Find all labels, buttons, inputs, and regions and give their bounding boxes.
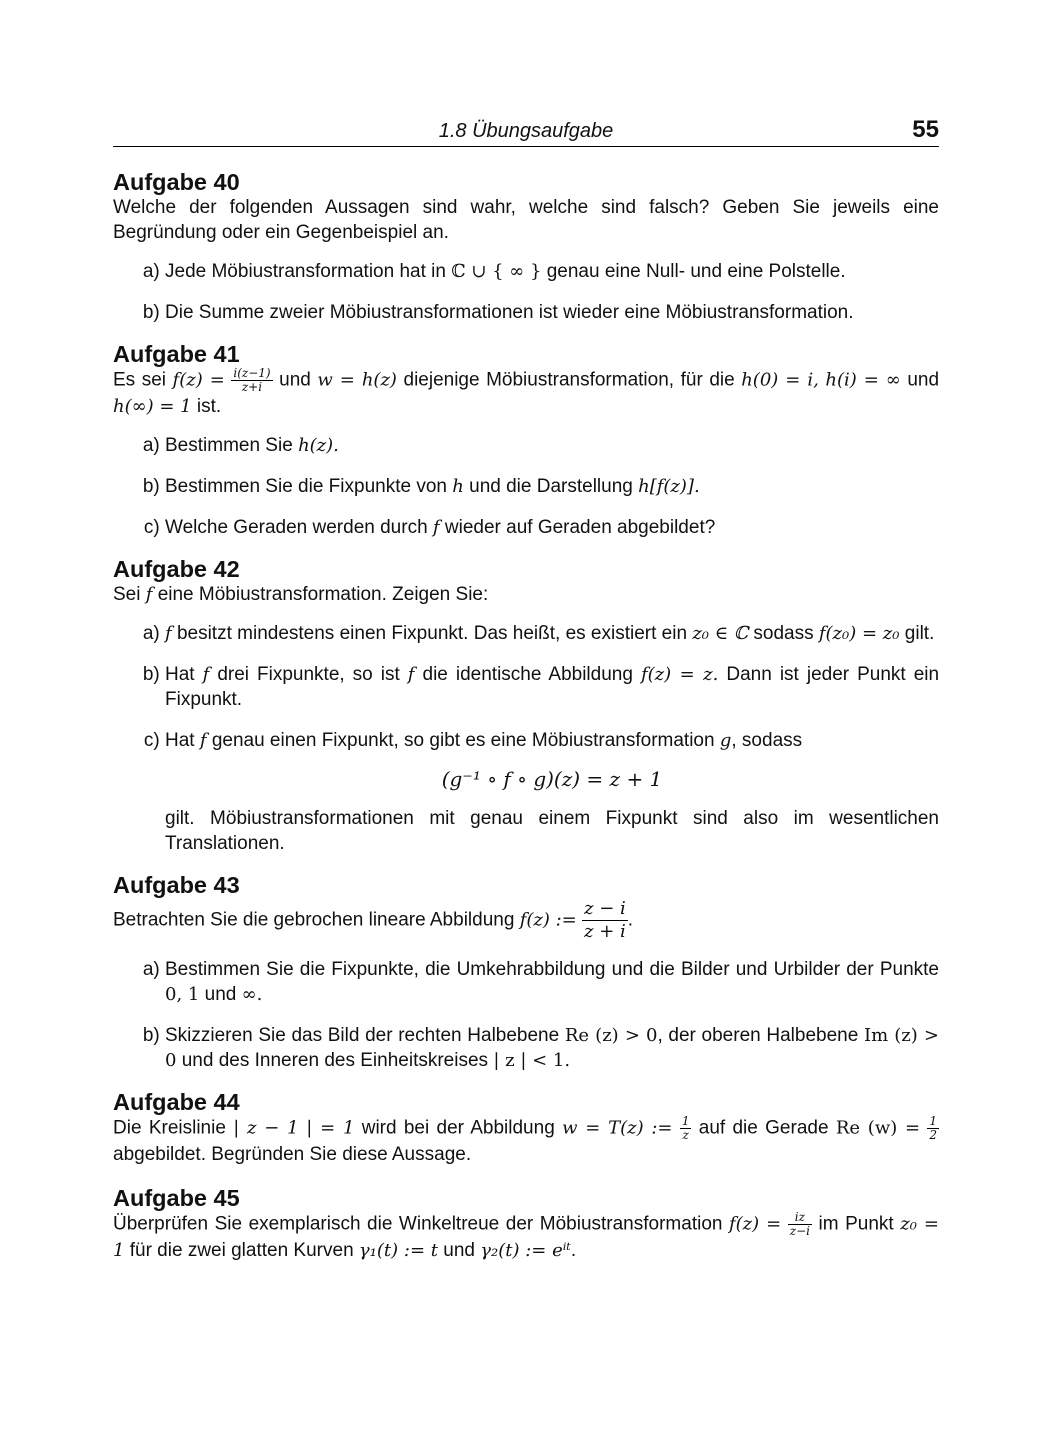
item-text: Hat f drei Fixpunkte, so ist f die identische Abbildung f(z) = z. Dann ist jeder Punkt ein Fixpunkt. — [165, 664, 940, 710]
task-title: Aufgabe 43 — [113, 872, 240, 898]
item-label: c) — [143, 517, 160, 538]
task-title: Aufgabe 41 — [113, 341, 240, 367]
task-45 — [113, 1185, 939, 1263]
list-item — [113, 621, 939, 646]
task-intro: Überprüfen Sie exemplarisch die Winkeltreue der Möbiustransformation f(z) = $\frac{iz}{z-i}$ im Punkt z₀ = 1 für die zwei glatten Kurven γ₁(t) := t und γ₂(t) := eⁱᵗ. — [113, 1210, 939, 1261]
list-item — [113, 259, 939, 284]
task-43 — [113, 872, 939, 1073]
list-item — [113, 957, 939, 1007]
task-title: Aufgabe 45 — [113, 1185, 240, 1211]
item-label: a) — [142, 959, 160, 980]
item-text: Bestimmen Sie die Fixpunkte, die Umkehrabbildung und die Bilder und Urbilder der Punkte 0, 1 und ∞. — [165, 959, 939, 1005]
item-label: b) — [142, 302, 160, 323]
task-intro: Sei f eine Möbiustransformation. Zeigen Sie: — [113, 584, 489, 605]
task-intro: Betrachten Sie die gebrochen lineare Abbildung f(z) := $\frac{z - i}{z + i}$ . — [113, 898, 634, 942]
task-items — [113, 621, 939, 856]
task-intro: Welche der folgenden Aussagen sind wahr, welche sind falsch? Geben Sie jeweils eine Begründung oder ein Gegenbeispiel an. — [113, 197, 939, 243]
list-item — [113, 433, 939, 458]
task-intro: Die Kreislinie | z − 1 | = 1 wird bei der Abbildung w = T(z) := $\frac{1}{z}$ auf die Gerade Re (w) = $\frac{1}{2}$ abgebildet. Begründen Sie diese Aussage. — [113, 1114, 938, 1165]
list-item — [113, 728, 939, 856]
item-label: b) — [142, 1025, 160, 1046]
task-title: Aufgabe 40 — [113, 169, 240, 195]
item-text: f besitzt mindestens einen Fixpunkt. Das heißt, es existiert ein z₀ ∈ ℂ sodass f(z₀) = z₀ gilt. — [165, 623, 935, 644]
page-number: 55 — [912, 116, 939, 143]
item-label: c) — [143, 730, 160, 751]
item-label: a) — [142, 435, 160, 456]
task-items — [113, 259, 939, 325]
task-41 — [113, 341, 939, 540]
item-label: a) — [142, 261, 160, 282]
fraction: $\frac{1}{z}$ — [681, 1114, 690, 1142]
task-40 — [113, 169, 939, 325]
page-header — [113, 116, 939, 147]
section-title: 1.8 Übungsaufgabe — [438, 120, 614, 142]
list-item — [113, 300, 939, 325]
list-item — [113, 474, 939, 499]
item-text: Skizzieren Sie das Bild der rechten Halbebene Re (z) > 0, der oberen Halbebene Im (z) > 0 und des Inneren des Einheitskreises | z | < 1. — [165, 1025, 939, 1071]
list-item — [113, 662, 939, 712]
fraction: $\frac{1}{2}$ — [929, 1114, 938, 1142]
fraction: $\frac{i(z-1)}{z+i}$ — [233, 366, 271, 394]
fraction: $\frac{iz}{z-i}$ — [789, 1210, 810, 1238]
task-title: Aufgabe 44 — [113, 1089, 240, 1115]
task-42 — [113, 556, 939, 856]
task-items — [113, 957, 939, 1073]
list-item — [113, 1023, 939, 1073]
item-text: Jede Möbiustransformation hat in ℂ ∪ { ∞ } genau eine Null- und eine Polstelle. — [165, 261, 846, 282]
item-text: Bestimmen Sie die Fixpunkte von h und die Darstellung h[f(z)]. — [165, 476, 700, 497]
fraction: $\frac{z - i}{z + i}$ — [584, 898, 626, 942]
item-label: a) — [142, 623, 160, 644]
display-equation: (g⁻¹ ∘ f ∘ g)(z) = z + 1 — [441, 767, 663, 791]
item-text: Welche Geraden werden durch f wieder auf Geraden abgebildet? — [165, 517, 716, 538]
item-label: b) — [142, 664, 160, 685]
page — [113, 116, 939, 1263]
item-text: Die Summe zweier Möbiustransformationen ist wieder eine Möbiustransformation. — [165, 302, 854, 323]
task-intro: Es sei f(z) = $\frac{i(z-1)}{z+i}$ und w = h(z) diejenige Möbiustransformation, für die h(0) = i, h(i) = ∞ und h(∞) = 1 ist. — [113, 366, 940, 417]
task-items — [113, 433, 939, 540]
item-text: Bestimmen Sie h(z). — [165, 435, 339, 456]
item-label: b) — [142, 476, 160, 497]
item-text: Hat f genau einen Fixpunkt, so gibt es eine Möbiustransformation g, sodass (g⁻¹ ∘ f ∘ g)(z) = z + 1 gilt. Möbiustransformationen mit genau einem Fixpunkt sind also im wesentlichen Translationen. — [165, 730, 939, 854]
task-title: Aufgabe 42 — [113, 556, 240, 582]
list-item — [113, 515, 939, 540]
task-44 — [113, 1089, 939, 1167]
